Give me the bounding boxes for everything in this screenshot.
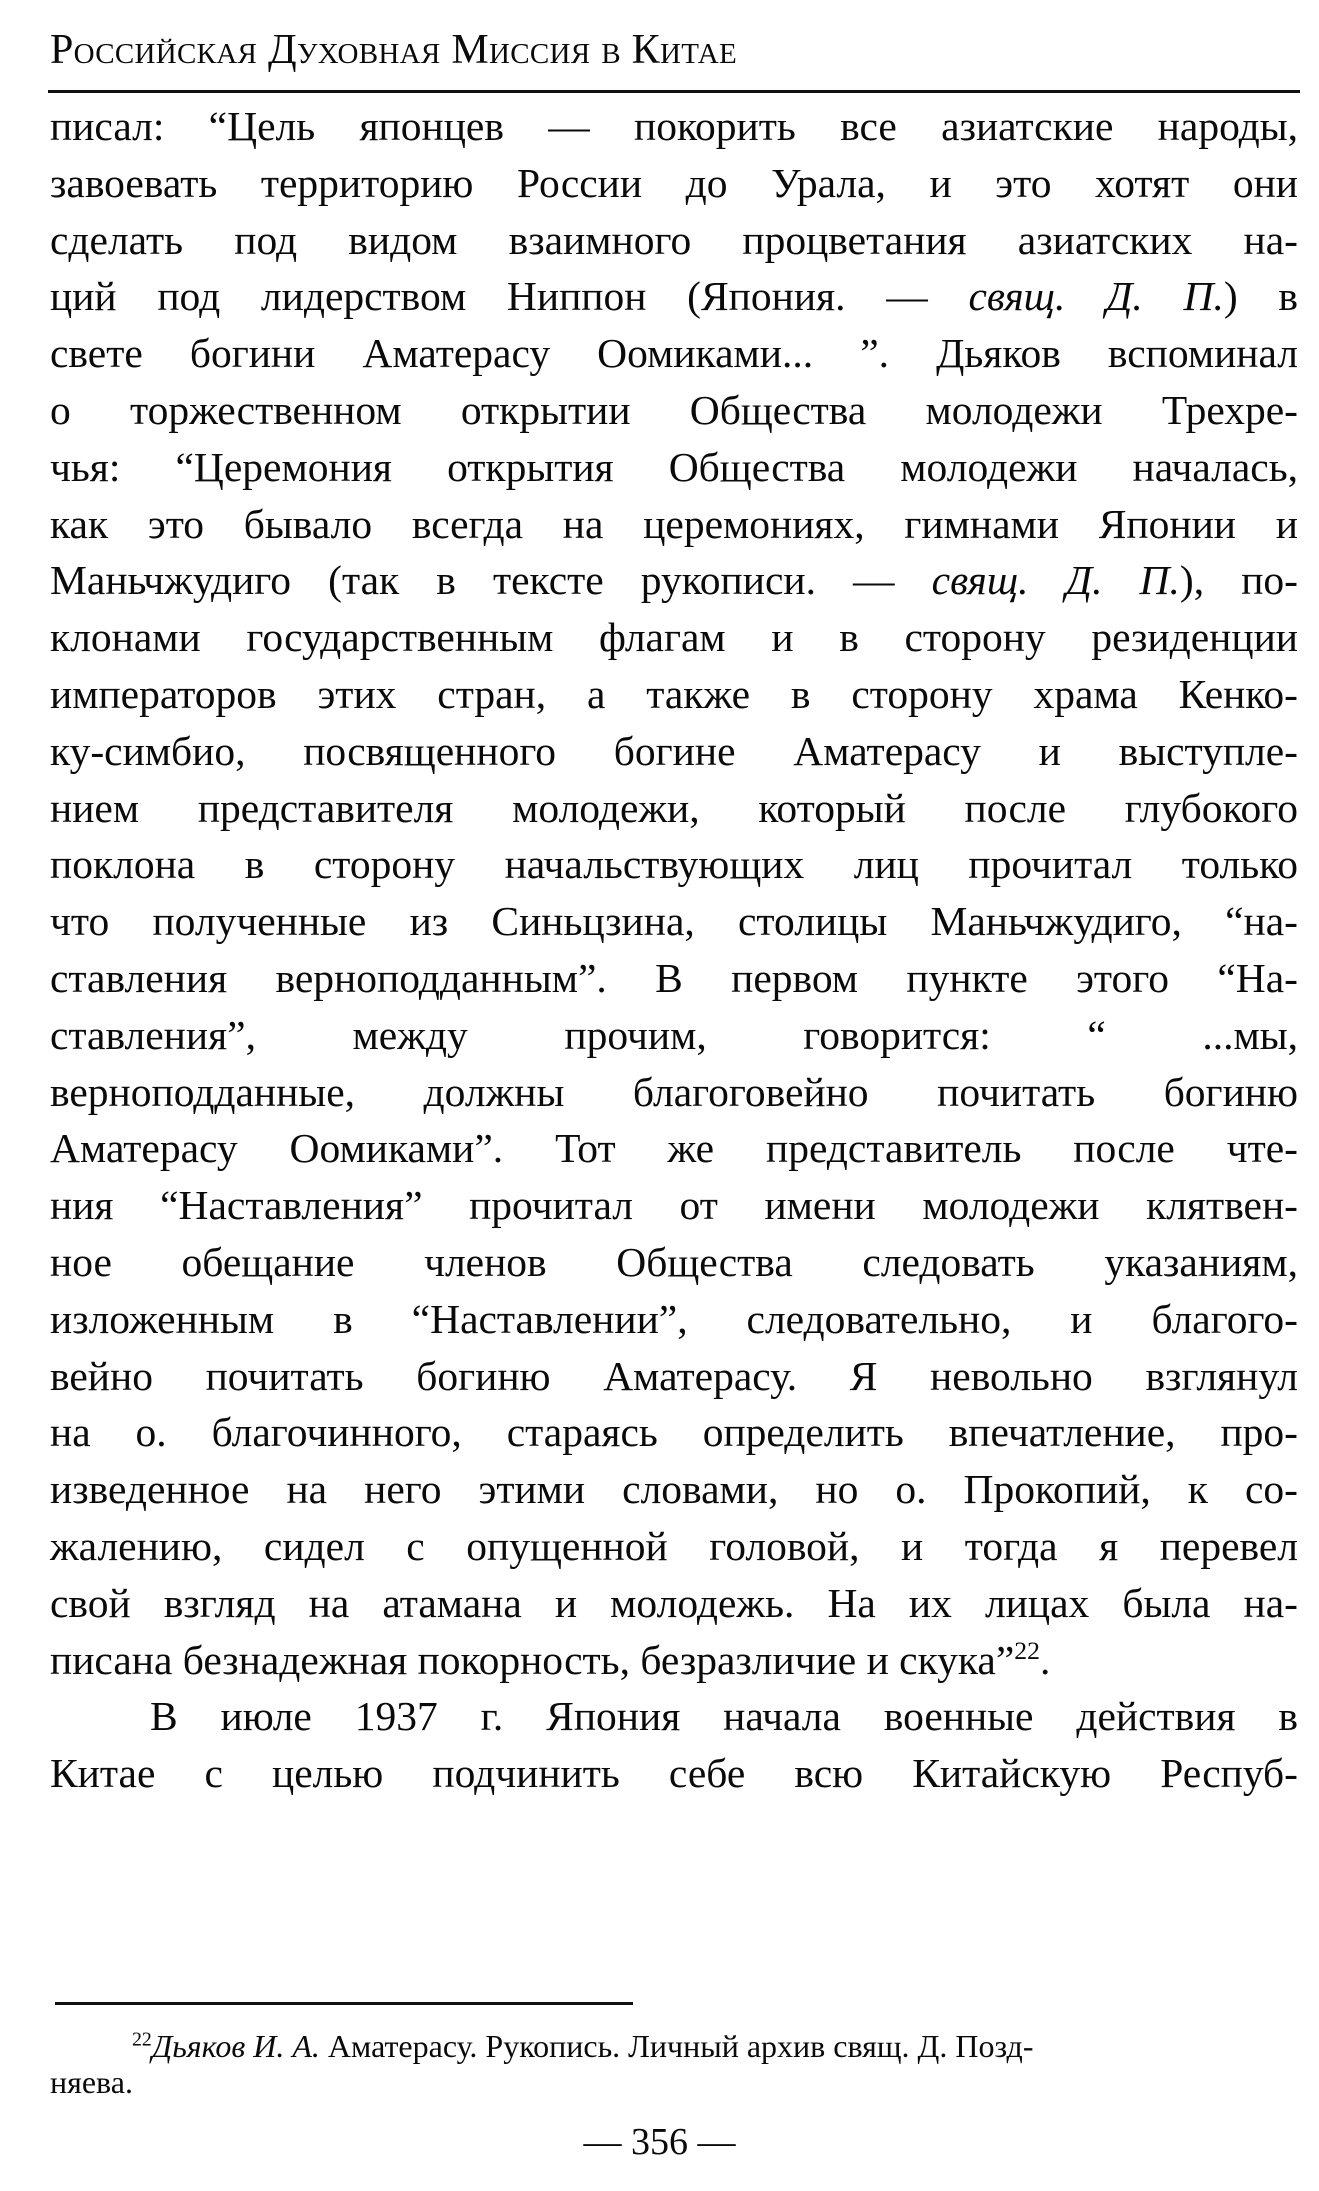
- text-segment: .: [1040, 1636, 1051, 1683]
- header-rule: [48, 90, 1300, 93]
- text-line: изложенным в “Наставлении”, следовательно, и благого-: [50, 1295, 1298, 1342]
- footnote-ref: 22: [1014, 1635, 1040, 1665]
- text-line: Аматерасу Оомиками”. Тот же представитель после чте-: [50, 1125, 1298, 1172]
- text-line: нием представителя молодежи, который после глубокого: [50, 784, 1298, 831]
- text-line: Китае с целью подчинить себе всю Китайскую Респуб-: [50, 1750, 1298, 1797]
- text-line: ное обещание членов Общества следовать указаниям,: [50, 1238, 1298, 1285]
- text-line: вейно почитать богиню Аматерасу. Я невольно взглянул: [50, 1352, 1298, 1399]
- text-line: свете богини Аматерасу Оомиками... ”. Дьяков вспоминал: [50, 330, 1298, 377]
- body-text: [50, 98, 1298, 1802]
- footnote-line: няева.: [50, 2064, 133, 2100]
- text-line: поклона в сторону начальствующих лиц прочитал только: [50, 841, 1298, 888]
- footnote-marker: 22: [132, 2028, 152, 2051]
- text-line: как это бывало всегда на церемониях, гимнами Японии и: [50, 500, 1298, 547]
- text-line: свой взгляд на атамана и молодежь. На их лицах была на-: [50, 1579, 1298, 1626]
- text-line: что полученные из Синьцзина, столицы Маньчжудиго, “на-: [50, 898, 1298, 945]
- footnote-line: [50, 2028, 1300, 2064]
- text-line: сделать под видом взаимного процветания азиатских на-: [50, 216, 1298, 263]
- text-segment: Маньчжудиго (так в тексте рукописи. —: [50, 557, 932, 604]
- footnote-author: Дьяков И. А.: [151, 2028, 320, 2064]
- running-head: Российская Духовная Миссия в Китае: [50, 27, 738, 73]
- text-line: изведенное на него этими словами, но о. Прокопий, к со-: [50, 1466, 1298, 1513]
- footnote-rule: [55, 2002, 633, 2005]
- page-number: — 356 —: [583, 2121, 736, 2163]
- text-line: императоров этих стран, а также в сторону храма Кенко-: [50, 670, 1298, 717]
- text-line: писал: “Цель японцев — покорить все азиатские народы,: [50, 103, 1298, 149]
- footnote: [50, 2028, 1300, 2100]
- text-line: о торжественном открытии Общества молодежи Трехре-: [50, 386, 1298, 433]
- text-segment: ) в: [1223, 273, 1298, 320]
- editor-abbrev: свящ. Д. П.: [968, 273, 1224, 320]
- text-line: клонами государственным флагам и в сторону резиденции: [50, 614, 1298, 661]
- text-line: верноподданные, должны благоговейно почитать богиню: [50, 1068, 1298, 1115]
- text-segment: писана безнадежная покорность, безразличие и скука”: [50, 1636, 1015, 1683]
- text-line: [50, 1632, 1298, 1689]
- text-line: завоевать территорию России до Урала, и это хотят они: [50, 159, 1298, 206]
- text-segment: ций под лидерством Ниппон (Япония. —: [50, 273, 969, 320]
- text-line: чья: “Церемония открытия Общества молодежи началась,: [50, 443, 1298, 490]
- text-line: ния “Наставления” прочитал от имени молодежи клятвен-: [50, 1182, 1298, 1229]
- text-line: на о. благочинного, стараясь определить впечатление, про-: [50, 1409, 1298, 1456]
- text-line: В июле 1937 г. Япония начала военные действия в: [150, 1693, 1298, 1740]
- text-line: ку-симбио, посвященного богине Аматерасу и выступле-: [50, 727, 1298, 774]
- footnote-text: Аматерасу. Рукопись. Личный архив свящ. Д. Позд-: [319, 2028, 1034, 2064]
- text-segment: ), по-: [1179, 557, 1298, 604]
- text-line: [50, 552, 1298, 609]
- text-line: ставления верноподданным”. В первом пункте этого “На-: [50, 954, 1298, 1001]
- text-line: жалению, сидел с опущенной головой, и тогда я перевел: [50, 1522, 1298, 1569]
- text-line: [50, 268, 1298, 325]
- editor-abbrev: свящ. Д. П.: [931, 557, 1180, 604]
- text-line: ставления”, между прочим, говорится: “ ...мы,: [50, 1011, 1298, 1058]
